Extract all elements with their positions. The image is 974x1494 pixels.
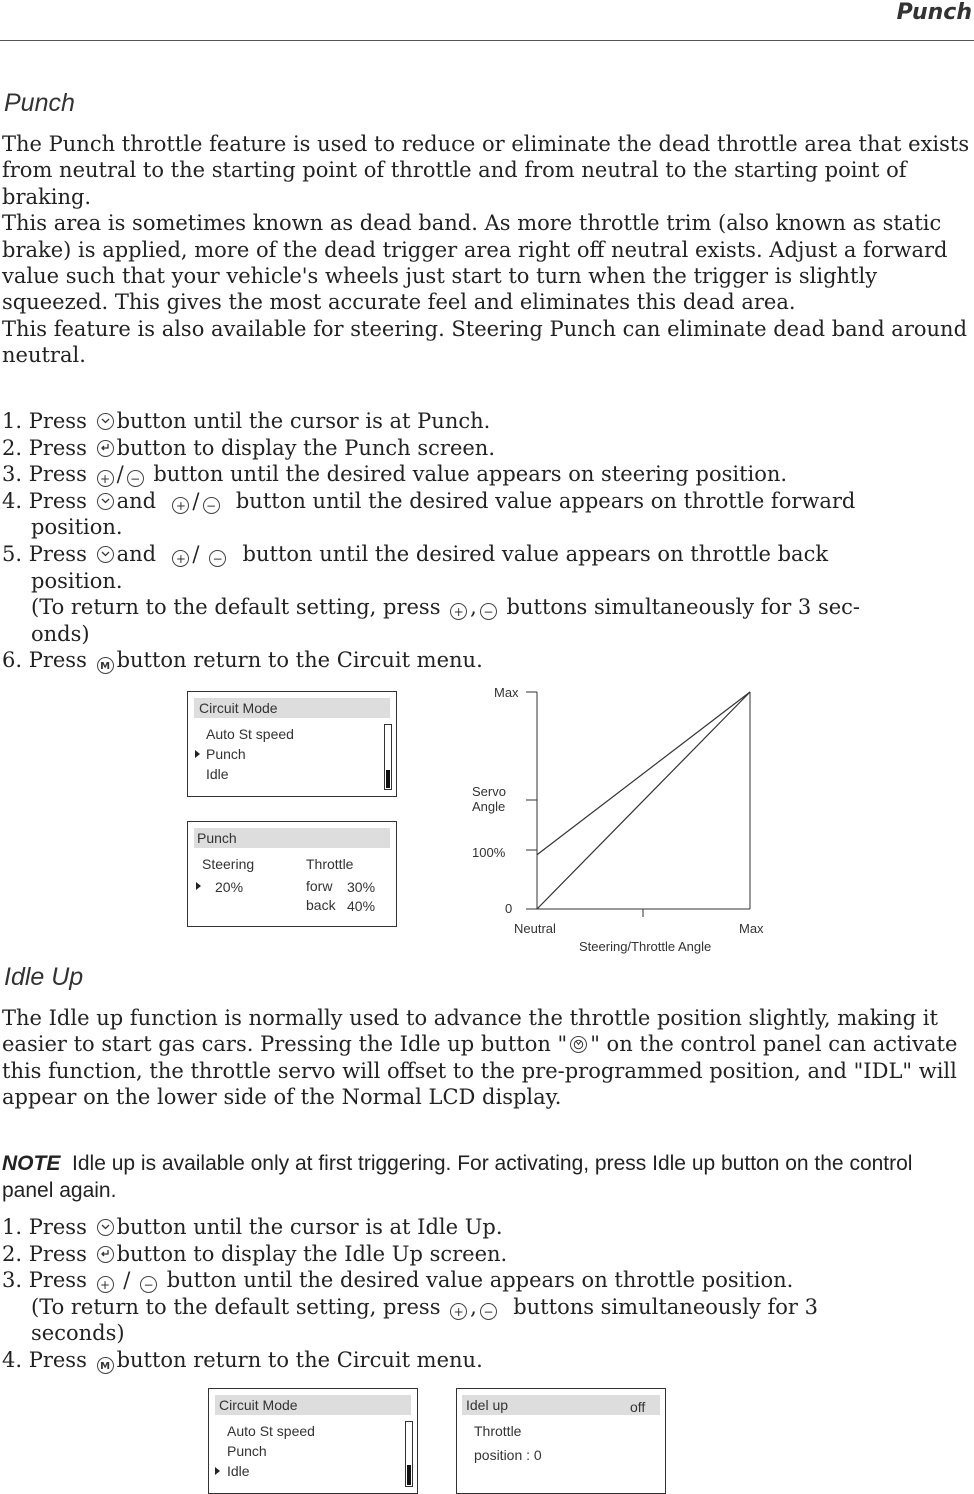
lcd-circuit-mode-idle <box>208 1388 418 1494</box>
x-axis-label: Steering/Throttle Angle <box>579 939 712 954</box>
punch-paragraph: The Punch throttle feature is used to reduce or eliminate the dead throttle area that exists from neutral to the starting point of throttle and from neutral to the starting point of braking. <box>2 132 970 209</box>
enter-button-icon <box>97 440 114 457</box>
back-value: 40% <box>347 898 376 914</box>
cursor-icon <box>195 750 200 758</box>
menu-item: Idle <box>206 766 229 782</box>
step-2: 2. Press button to display the Idle Up screen. <box>2 1241 508 1266</box>
y-tick-label-max: Max <box>494 685 519 700</box>
y-tick-label-0: 0 <box>505 901 513 916</box>
minus-button-icon: − <box>140 1276 157 1293</box>
step-6: 6. Press M button return to the Circuit menu. <box>2 648 483 673</box>
throttle-label: Throttle <box>306 856 354 872</box>
x-tick-label-neutral: Neutral <box>514 921 556 936</box>
minus-button-icon: − <box>480 603 497 620</box>
cursor-icon <box>215 1467 220 1475</box>
forw-label: forw <box>306 878 333 894</box>
steering-label: Steering <box>202 856 255 872</box>
reset-note: (To return to the default setting, press + , − buttons simultaneously for 3 sec- <box>31 595 860 620</box>
plus-button-icon: + <box>172 550 189 567</box>
plus-button-icon: + <box>97 1276 114 1293</box>
punch-graph <box>466 680 786 955</box>
lcd-punch-screen <box>187 821 397 927</box>
forw-value: 30% <box>347 879 376 895</box>
punch-heading: Punch <box>4 89 75 117</box>
series-line-punch <box>537 692 750 855</box>
down-arrow-button-icon <box>97 413 114 430</box>
idle-up-heading: Idle Up <box>4 963 84 991</box>
menu-item: Auto St speed <box>227 1423 315 1439</box>
steering-value: 20% <box>215 879 244 895</box>
down-arrow-button-icon <box>97 546 114 563</box>
enter-button-icon <box>97 1246 114 1263</box>
plus-button-icon: + <box>450 1303 467 1320</box>
step-5-continuation: position. <box>31 568 123 593</box>
position-value: position : 0 <box>474 1447 542 1463</box>
mode-button-icon: M <box>97 657 114 674</box>
step-3: 3. Press + / − button until the desired value appears on throttle position. <box>2 1268 794 1293</box>
y-axis-label-line1: Servo <box>472 784 506 799</box>
minus-button-icon: − <box>480 1303 497 1320</box>
idle-up-button-icon <box>570 1036 587 1053</box>
idle-up-description: The Idle up function is normally used to advance the throttle position slightly, making it easier to start gas cars. Pressing the Idle up button " " on the control panel can activate this function, the throttle servo will offset to the pre-programmed position, and "IDL" will appear on the lower side of the Normal LCD display. <box>2 1006 958 1110</box>
step-1: 1. Press button until the cursor is at Punch. <box>2 409 491 433</box>
lcd-title: Punch <box>197 830 237 846</box>
punch-steps <box>2 408 972 674</box>
reset-note-continuation: onds) <box>31 621 90 646</box>
menu-item-selected: Punch <box>206 746 246 762</box>
reset-note-continuation: seconds) <box>31 1321 125 1346</box>
minus-button-icon: − <box>127 470 144 487</box>
punch-description <box>2 131 972 369</box>
step-4-continuation: position. <box>31 515 123 540</box>
plus-button-icon: + <box>97 470 114 487</box>
header-rule <box>0 40 974 41</box>
lcd-title: Circuit Mode <box>219 1397 298 1413</box>
plus-button-icon: + <box>450 603 467 620</box>
punch-paragraph: This feature is also available for steering. Steering Punch can eliminate dead band around neutral. <box>2 316 968 368</box>
mode-button-icon: M <box>97 1357 114 1374</box>
status-value: off <box>630 1399 646 1415</box>
step-3: 3. Press + / − button until the desired value appears on steering position. <box>2 462 788 487</box>
lcd-title: Idel up <box>466 1397 509 1413</box>
idle-up-steps <box>2 1214 972 1374</box>
down-arrow-button-icon <box>97 1219 114 1236</box>
reset-note: (To return to the default setting, press + , − buttons simultaneously for 3 <box>31 1294 818 1319</box>
cursor-icon <box>196 882 201 890</box>
menu-item-selected: Idle <box>227 1463 250 1479</box>
menu-item: Auto St speed <box>206 726 294 742</box>
step-2: 2. Press button to display the Punch screen. <box>2 435 496 460</box>
step-1: 1. Press button until the cursor is at Idle Up. <box>2 1215 503 1239</box>
y-tick-label-100: 100% <box>472 845 506 860</box>
lcd-idle-up-screen <box>456 1388 666 1494</box>
note-text: Idle up is available only at first triggering. For activating, press Idle up button on the control panel again. <box>2 1152 913 1202</box>
x-tick-label-max: Max <box>739 921 764 936</box>
scrollbar <box>405 1421 413 1487</box>
note <box>2 1150 967 1204</box>
running-header: Punch <box>896 0 972 25</box>
throttle-label: Throttle <box>474 1423 522 1439</box>
scrollbar <box>384 724 392 790</box>
plus-button-icon: + <box>172 497 189 514</box>
lcd-circuit-mode-punch <box>187 691 397 797</box>
menu-item: Punch <box>227 1443 267 1459</box>
lcd-title: Circuit Mode <box>199 700 278 716</box>
step-4: 4. Press M button return to the Circuit menu. <box>2 1347 483 1372</box>
minus-button-icon: − <box>209 550 226 567</box>
step-4: 4. Press and + / − button until the desired value appears on throttle forward <box>2 488 856 513</box>
note-label: NOTE <box>2 1152 61 1175</box>
punch-paragraph: This area is sometimes known as dead band. As more throttle trim (also known as static brake) is applied, more of the dead trigger area right off neutral exists. Adjust a forward value such that your vehicle's wheels just start to turn when the trigger is slightly squeezed. This gives the most accurate feel and eliminates this dead area. <box>2 211 948 315</box>
back-label: back <box>306 897 336 913</box>
minus-button-icon: − <box>203 497 220 514</box>
down-arrow-button-icon <box>97 493 114 510</box>
y-axis-label-line2: Angle <box>472 799 506 814</box>
series-line-no-punch <box>537 692 750 909</box>
step-5: 5. Press and + / − button until the desired value appears on throttle back <box>2 541 829 566</box>
